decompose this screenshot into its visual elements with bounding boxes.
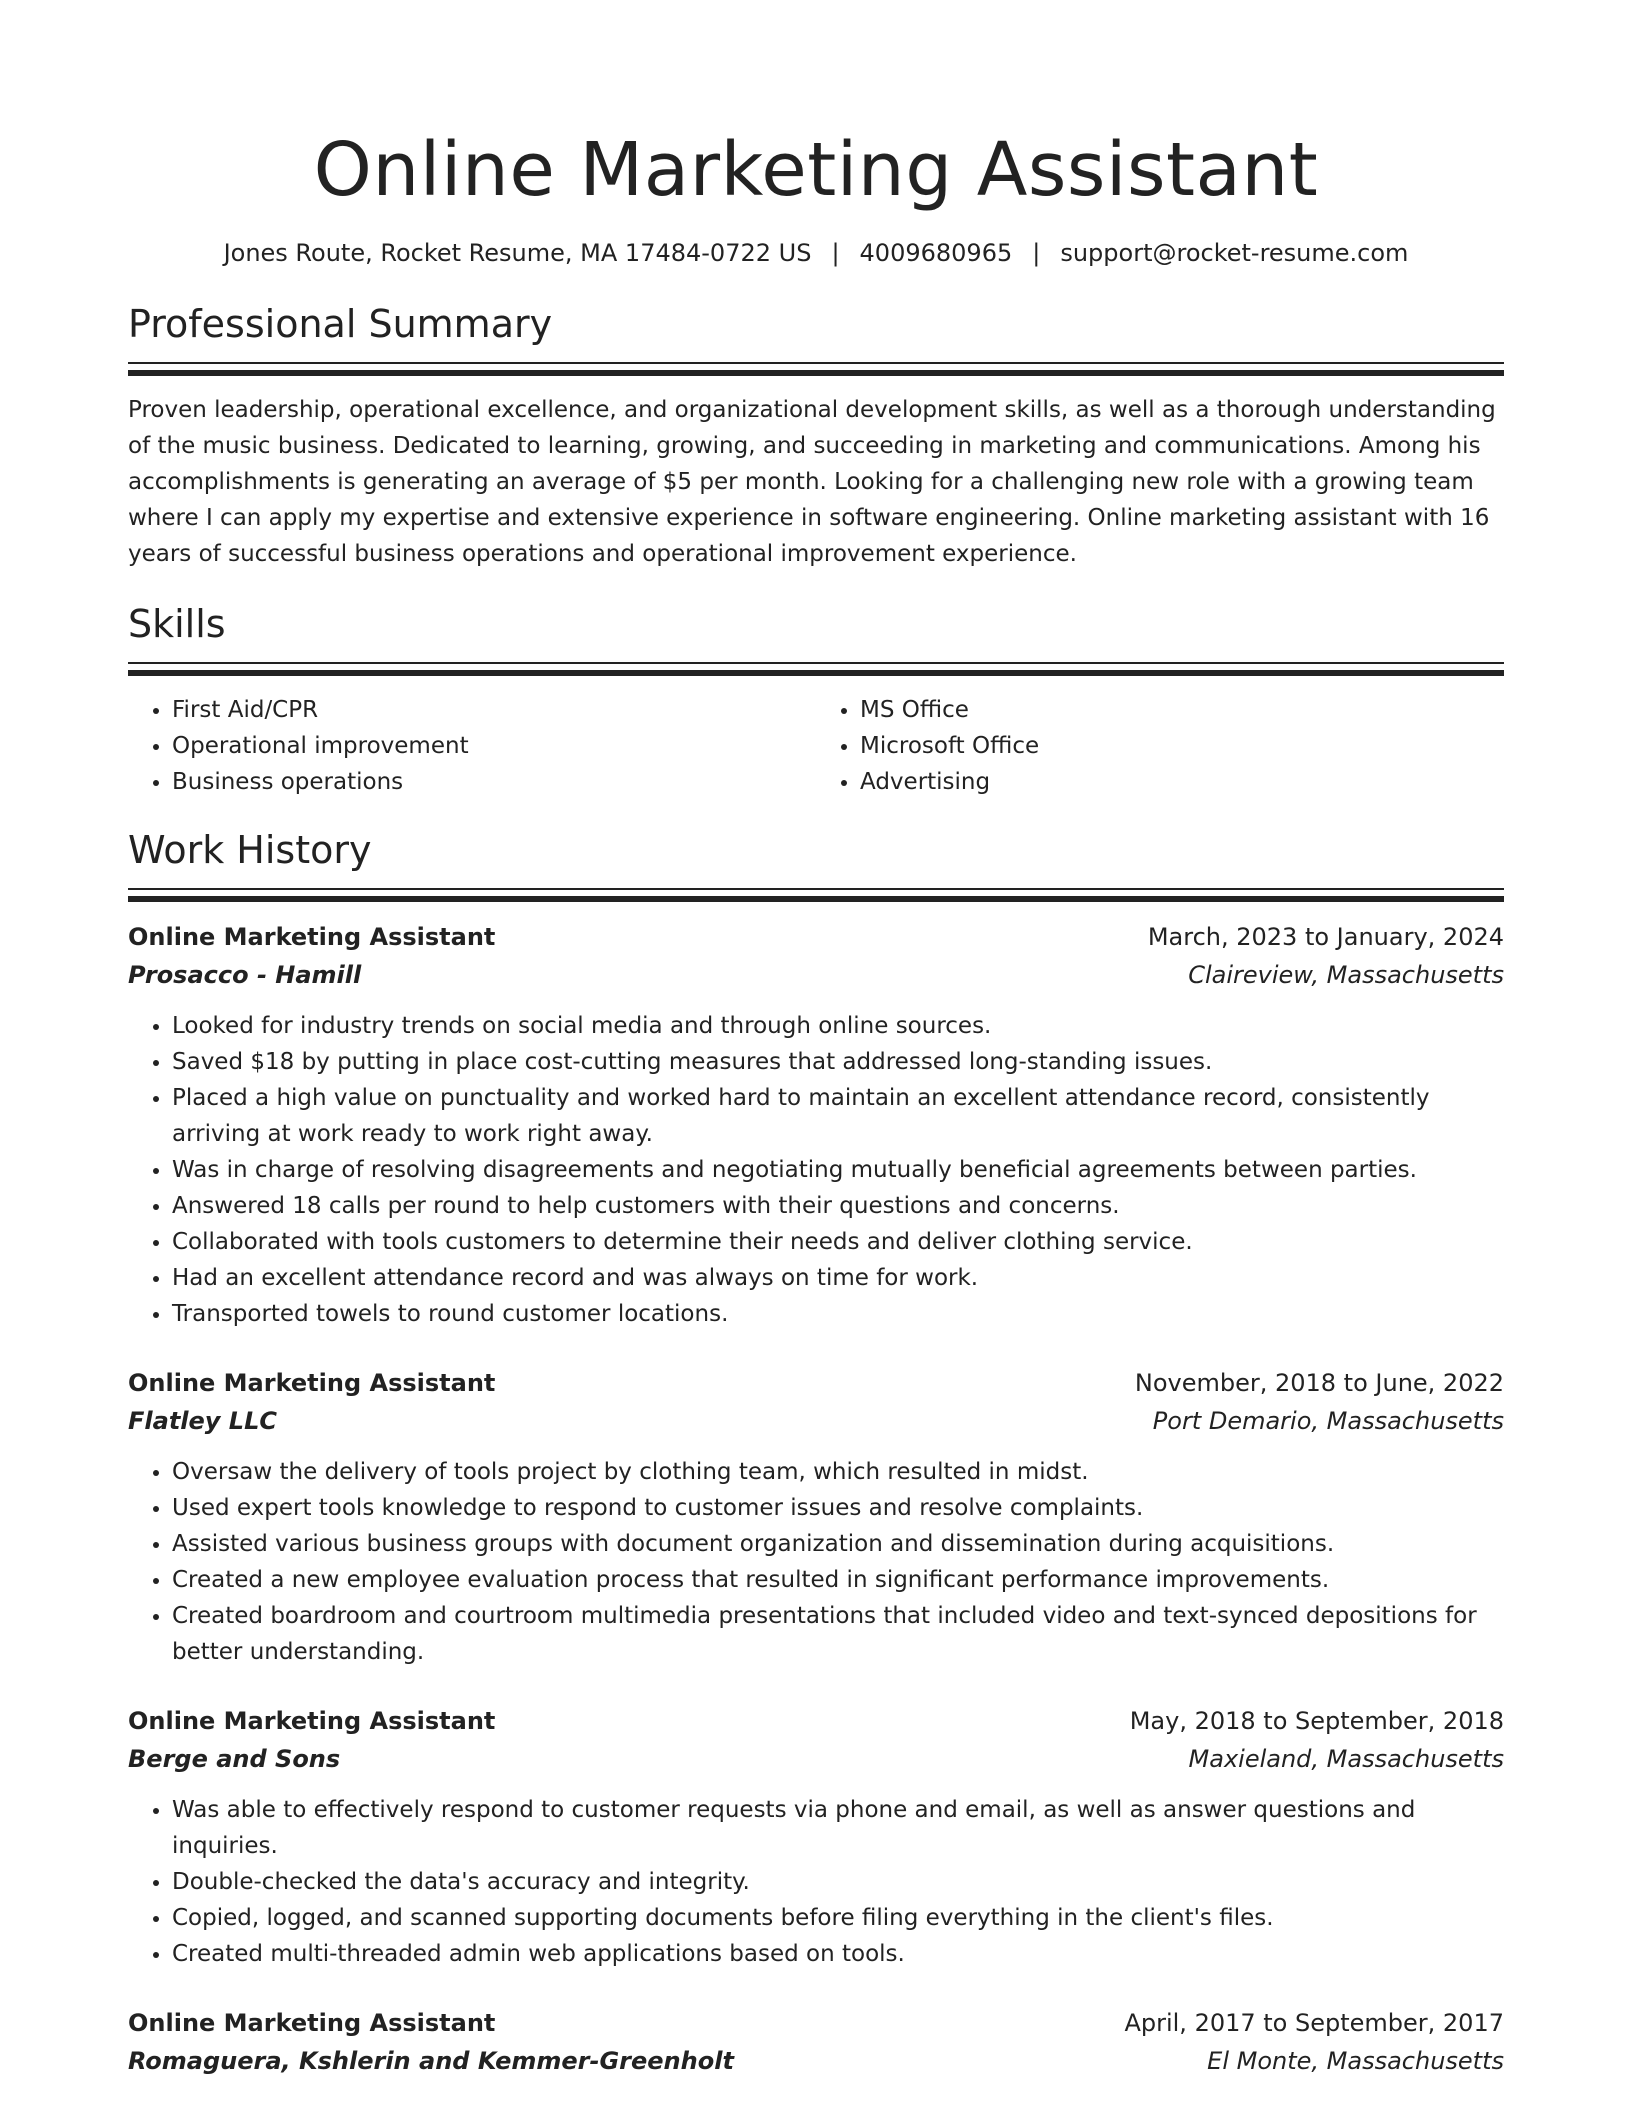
section-divider [128,362,1504,376]
job-company-row [128,2042,1504,2080]
job-header-row [128,1364,1504,1402]
skill-item: • MS Office [860,692,1504,728]
job-title: Online Marketing Assistant [128,923,496,951]
job-bullet: • Had an excellent attendance record and was always on time for work. [172,1260,1504,1296]
skill-item: • Advertising [860,764,1504,800]
job-bullet: • Created boardroom and courtroom multimedia presentations that included video and text-synced depositions for better understanding. [172,1598,1504,1670]
job-company-row [128,1740,1504,1778]
job-location: El Monte, Massachusetts [1207,2047,1504,2075]
section-title-work-history: Work History [128,828,372,872]
job-company-row [128,956,1504,994]
work-history-section [128,826,1504,2080]
job-header-row [128,2004,1504,2042]
job-bullet: • Placed a high value on punctuality and worked hard to maintain an excellent attendance record, consistently arriving at work ready to work right away. [172,1080,1504,1152]
job-dates: April, 2017 to September, 2017 [1124,2009,1504,2037]
job-location: Maxieland, Massachusetts [1188,1745,1504,1773]
skills-list [128,692,1504,800]
job-company: Prosacco - Hamill [128,961,362,989]
skills-column-right [816,692,1504,800]
skills-section [128,600,1504,800]
job-company: Flatley LLC [128,1407,277,1435]
summary-text: Proven leadership, operational excellence, and organizational development skills, as well as a thorough understanding of the music business. Dedicated to learning, growing, and succeeding in marketing and communications. Among his accomplishments is generating an average of $5 per month. Looking for a challenging new role with a growing team where I can apply my expertise and extensive experience in software engineering. Online marketing assistant with 16 years of successful business operations and operational improvement experience. [128,397,1496,567]
job-entry [128,2004,1504,2080]
job-entry [128,1364,1504,1670]
skill-item: • Business operations [172,764,816,800]
job-bullet: • Assisted various business groups with document organization and dissemination during acquisitions. [172,1526,1504,1562]
job-title: Online Marketing Assistant [128,1369,496,1397]
job-title: Online Marketing Assistant [128,2009,496,2037]
section-divider [128,662,1504,676]
resume-name: Online Marketing Assistant [313,127,1319,213]
job-bullet: • Was in charge of resolving disagreements and negotiating mutually beneficial agreements between parties. [172,1152,1504,1188]
job-company: Berge and Sons [128,1745,341,1773]
contact-separator: | [1032,239,1041,267]
job-location: Port Demario, Massachusetts [1152,1407,1504,1435]
job-bullet: • Oversaw the delivery of tools project by clothing team, which resulted in midst. [172,1454,1504,1490]
job-location: Claireview, Massachusetts [1188,961,1504,989]
job-bullet: • Saved $18 by putting in place cost-cutting measures that addressed long-standing issues. [172,1044,1504,1080]
job-bullet: • Created a new employee evaluation process that resulted in significant performance improvements. [172,1562,1504,1598]
section-divider [128,888,1504,902]
contact-line [128,236,1504,270]
job-bullets [128,1792,1504,1972]
job-dates: November, 2018 to June, 2022 [1134,1369,1504,1397]
job-title: Online Marketing Assistant [128,1707,496,1735]
summary-section [128,300,1504,572]
job-company: Romaguera, Kshlerin and Kemmer-Greenholt [128,2047,734,2075]
contact-phone: 4009680965 [859,239,1013,267]
section-title-skills: Skills [128,602,226,646]
job-entry [128,1702,1504,1972]
skills-column-left [128,692,816,800]
skill-item: • First Aid/CPR [172,692,816,728]
skill-item: • Microsoft Office [860,728,1504,764]
contact-email: support@rocket-resume.com [1060,239,1409,267]
section-title-summary: Professional Summary [128,302,553,346]
job-bullet: • Copied, logged, and scanned supporting documents before filing everything in the client's files. [172,1900,1504,1936]
contact-separator: | [831,239,840,267]
job-bullet: • Transported towels to round customer locations. [172,1296,1504,1332]
contact-address: Jones Route, Rocket Resume, MA 17484-0722 US [223,239,812,267]
job-header-row [128,918,1504,956]
job-bullet: • Used expert tools knowledge to respond to customer issues and resolve complaints. [172,1490,1504,1526]
job-header-row [128,1702,1504,1740]
job-bullet: • Collaborated with tools customers to determine their needs and deliver clothing service. [172,1224,1504,1260]
job-bullet: • Created multi-threaded admin web applications based on tools. [172,1936,1504,1972]
job-dates: March, 2023 to January, 2024 [1147,923,1504,951]
job-bullet: • Looked for industry trends on social media and through online sources. [172,1008,1504,1044]
job-bullet: • Double-checked the data's accuracy and integrity. [172,1864,1504,1900]
skill-item: • Operational improvement [172,728,816,764]
job-dates: May, 2018 to September, 2018 [1129,1707,1504,1735]
job-entry [128,918,1504,1332]
job-bullets [128,1008,1504,1332]
job-bullets [128,1454,1504,1670]
job-company-row [128,1402,1504,1440]
job-bullet: • Was able to effectively respond to customer requests via phone and email, as well as answer questions and inquiries. [172,1792,1504,1864]
job-bullet: • Answered 18 calls per round to help customers with their questions and concerns. [172,1188,1504,1224]
